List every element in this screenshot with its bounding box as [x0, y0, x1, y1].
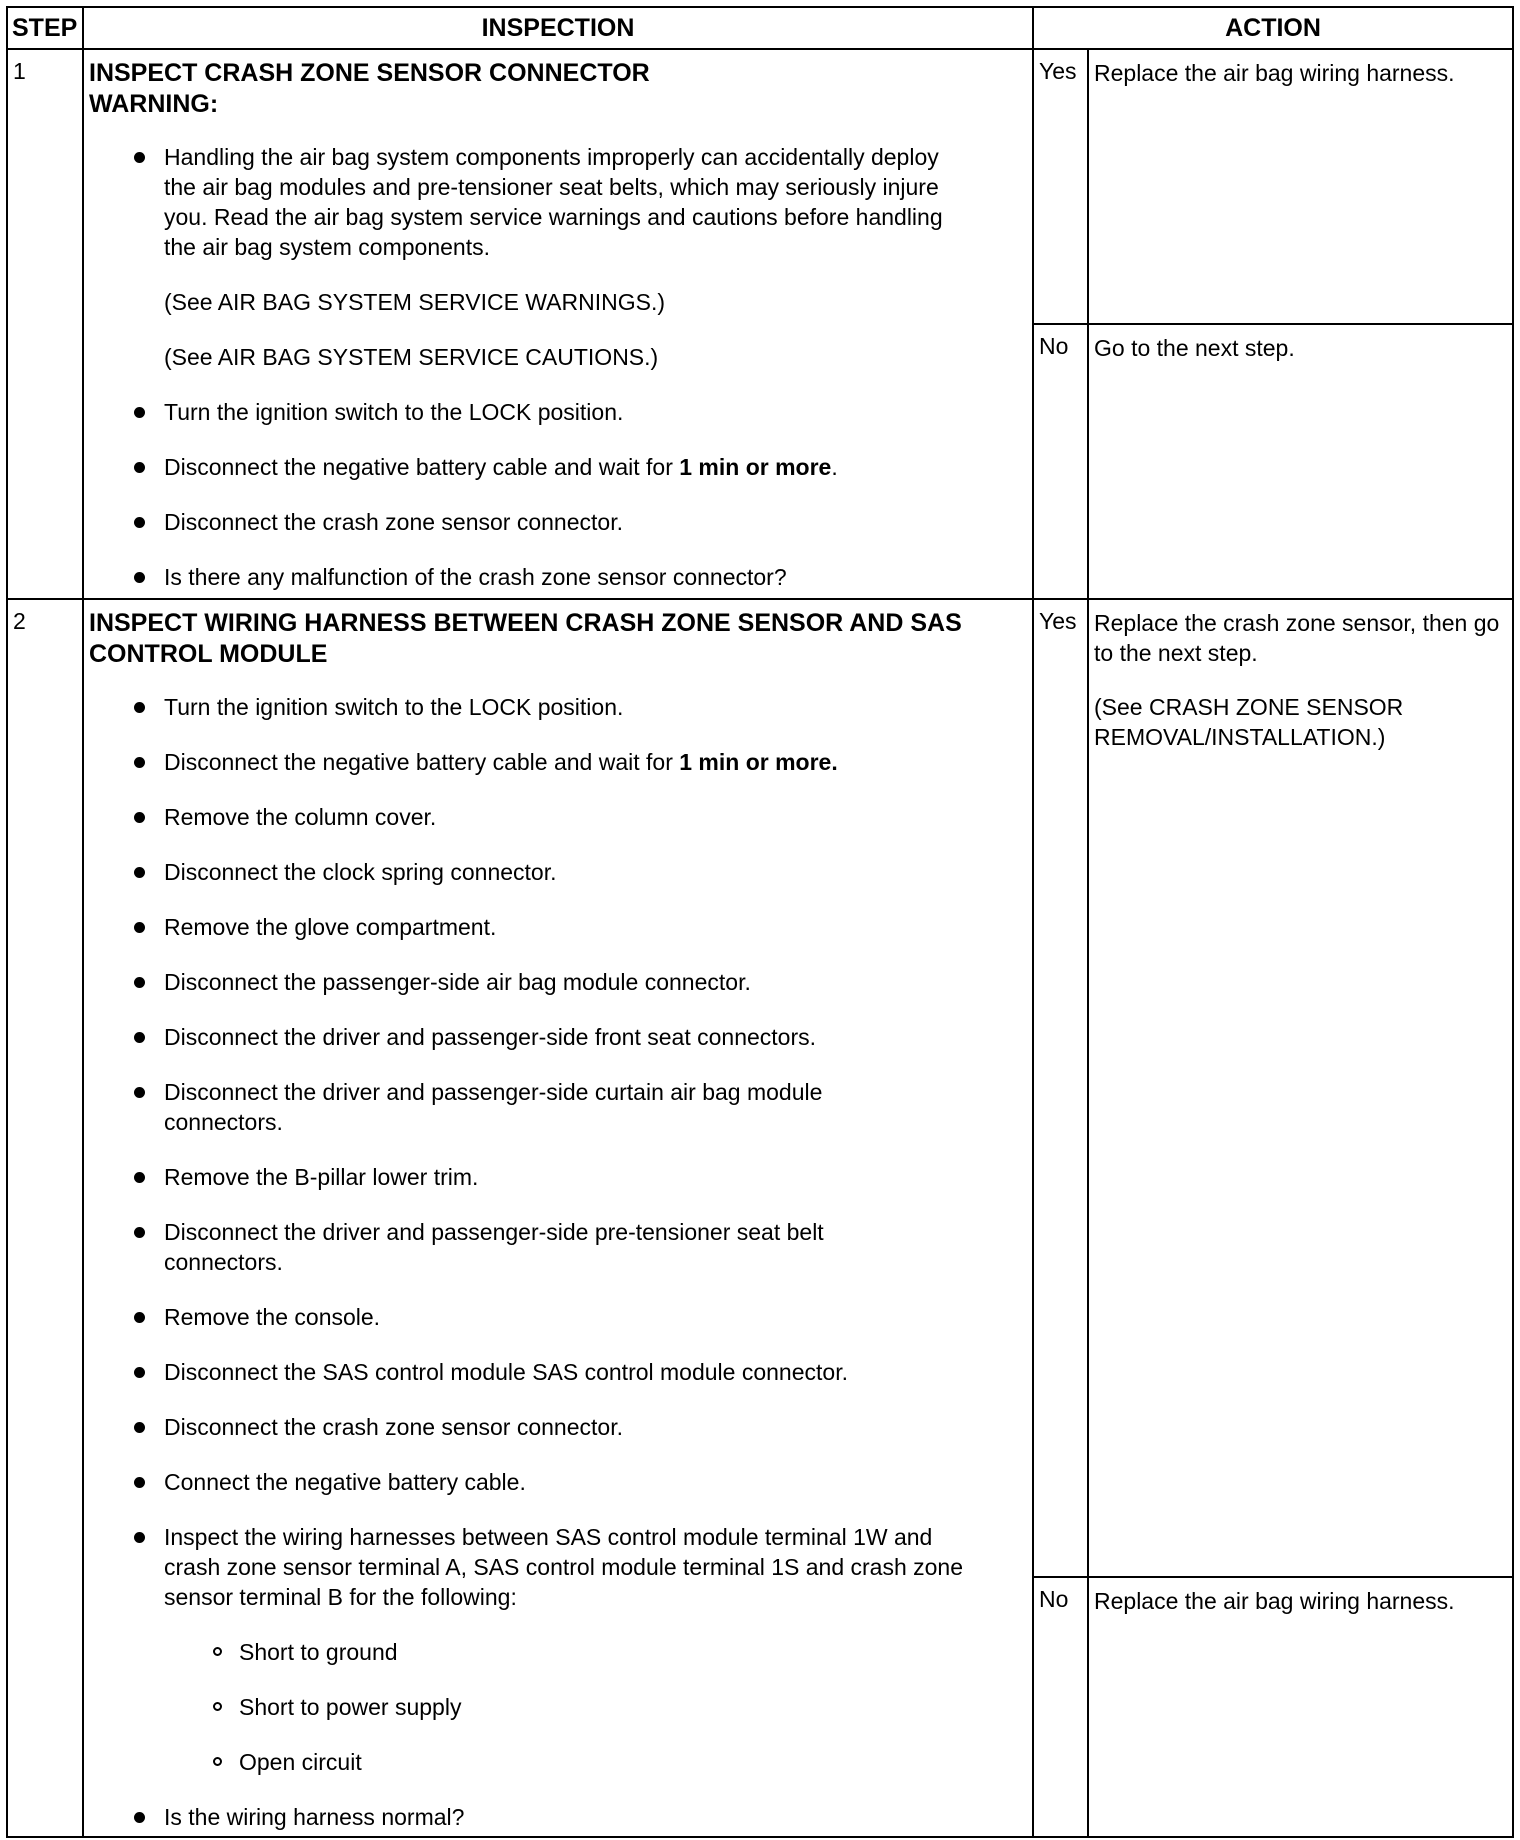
list-item: Disconnect the SAS control module SAS control module connector.: [89, 1357, 1024, 1387]
list-item: Disconnect the passenger-side air bag module connector.: [89, 967, 1024, 997]
list-item: Is the wiring harness normal?: [89, 1802, 1024, 1832]
step-2-yes-label: Yes: [1033, 599, 1088, 1577]
list-item: Remove the console.: [89, 1302, 1024, 1332]
list-item: Remove the B-pillar lower trim.: [89, 1162, 1024, 1192]
step-1-number: 1: [7, 49, 83, 599]
step-2-no-label: No: [1033, 1577, 1088, 1837]
sub-list-item: Open circuit: [89, 1747, 1024, 1777]
list-item: Remove the column cover.: [89, 802, 1024, 832]
step-1-yes-row: [7, 49, 1513, 324]
step-1-list: [89, 142, 1024, 592]
emphasis-text: 1 min or more.: [679, 749, 838, 775]
step-1-title: INSPECT CRASH ZONE SENSOR CONNECTOR: [89, 59, 650, 87]
step-1-no-label: No: [1033, 324, 1088, 599]
sub-list-item: Short to power supply: [89, 1692, 1024, 1722]
step-2-yes-action: Replace the crash zone sensor, then go to the next step. (See CRASH ZONE SENSOR REMOVAL/INSTALLATION.): [1088, 599, 1513, 1577]
inspection-table: [6, 6, 1514, 1838]
step-2-inspection: [83, 599, 1033, 1837]
step-2-title-line-2: CONTROL MODULE: [89, 640, 328, 668]
step-2-yes-row: [7, 599, 1513, 1577]
step-header: STEP: [7, 7, 83, 49]
list-item: Disconnect the driver and passenger-side front seat connectors.: [89, 1022, 1024, 1052]
list-item: Inspect the wiring harnesses between SAS control module terminal 1W and crash zone sensor terminal A, SAS control module terminal 1S and crash zone sensor terminal B for the following:: [89, 1522, 1024, 1612]
step-1-yes-action: Replace the air bag wiring harness.: [1088, 49, 1513, 324]
step-2-number: 2: [7, 599, 83, 1837]
see-removal-reference: (See CRASH ZONE SENSOR REMOVAL/INSTALLATION.): [1094, 694, 1404, 750]
step-1-no-action: Go to the next step.: [1088, 324, 1513, 599]
inspection-header: INSPECTION: [83, 7, 1033, 49]
list-item: Disconnect the clock spring connector.: [89, 857, 1024, 887]
list-item: Remove the glove compartment.: [89, 912, 1024, 942]
step-2-list: [89, 692, 1024, 1832]
list-item: Is there any malfunction of the crash zone sensor connector?: [89, 562, 1024, 592]
list-item: Disconnect the driver and passenger-side pre-tensioner seat belt connectors.: [89, 1217, 1024, 1277]
list-item: Disconnect the crash zone sensor connector.: [89, 507, 1024, 537]
action-header: ACTION: [1033, 7, 1513, 49]
list-item: Turn the ignition switch to the LOCK position.: [89, 397, 1024, 427]
step-2-title-line-1: INSPECT WIRING HARNESS BETWEEN CRASH ZONE SENSOR AND SAS: [89, 609, 962, 637]
see-cautions-reference: (See AIR BAG SYSTEM SERVICE CAUTIONS.): [164, 344, 659, 370]
list-item: Disconnect the crash zone sensor connector.: [89, 1412, 1024, 1442]
step-2-no-action: Replace the air bag wiring harness.: [1088, 1577, 1513, 1837]
emphasis-text: 1 min or more: [679, 454, 832, 480]
list-item: Disconnect the negative battery cable and wait for 1 min or more.: [89, 747, 1024, 777]
list-item: Connect the negative battery cable.: [89, 1467, 1024, 1497]
list-item: Disconnect the negative battery cable and wait for 1 min or more.: [89, 452, 1024, 482]
list-item: Turn the ignition switch to the LOCK position.: [89, 692, 1024, 722]
sub-list-item: Short to ground: [89, 1637, 1024, 1667]
list-item: Disconnect the driver and passenger-side curtain air bag module connectors.: [89, 1077, 1024, 1137]
procedure-page: [6, 6, 1512, 1834]
step-1-inspection: [83, 49, 1033, 599]
see-warnings-reference: (See AIR BAG SYSTEM SERVICE WARNINGS.): [164, 289, 666, 315]
step-1-warning-label: WARNING:: [89, 90, 219, 118]
step-1-yes-label: Yes: [1033, 49, 1088, 324]
list-item: Handling the air bag system components improperly can accidentally deploy the air bag modules and pre-tensioner seat belts, which may seriously injure you. Read the air bag system service warnings and cautions before handling the air bag system components.: [89, 142, 1024, 262]
table-header-row: [7, 7, 1513, 49]
